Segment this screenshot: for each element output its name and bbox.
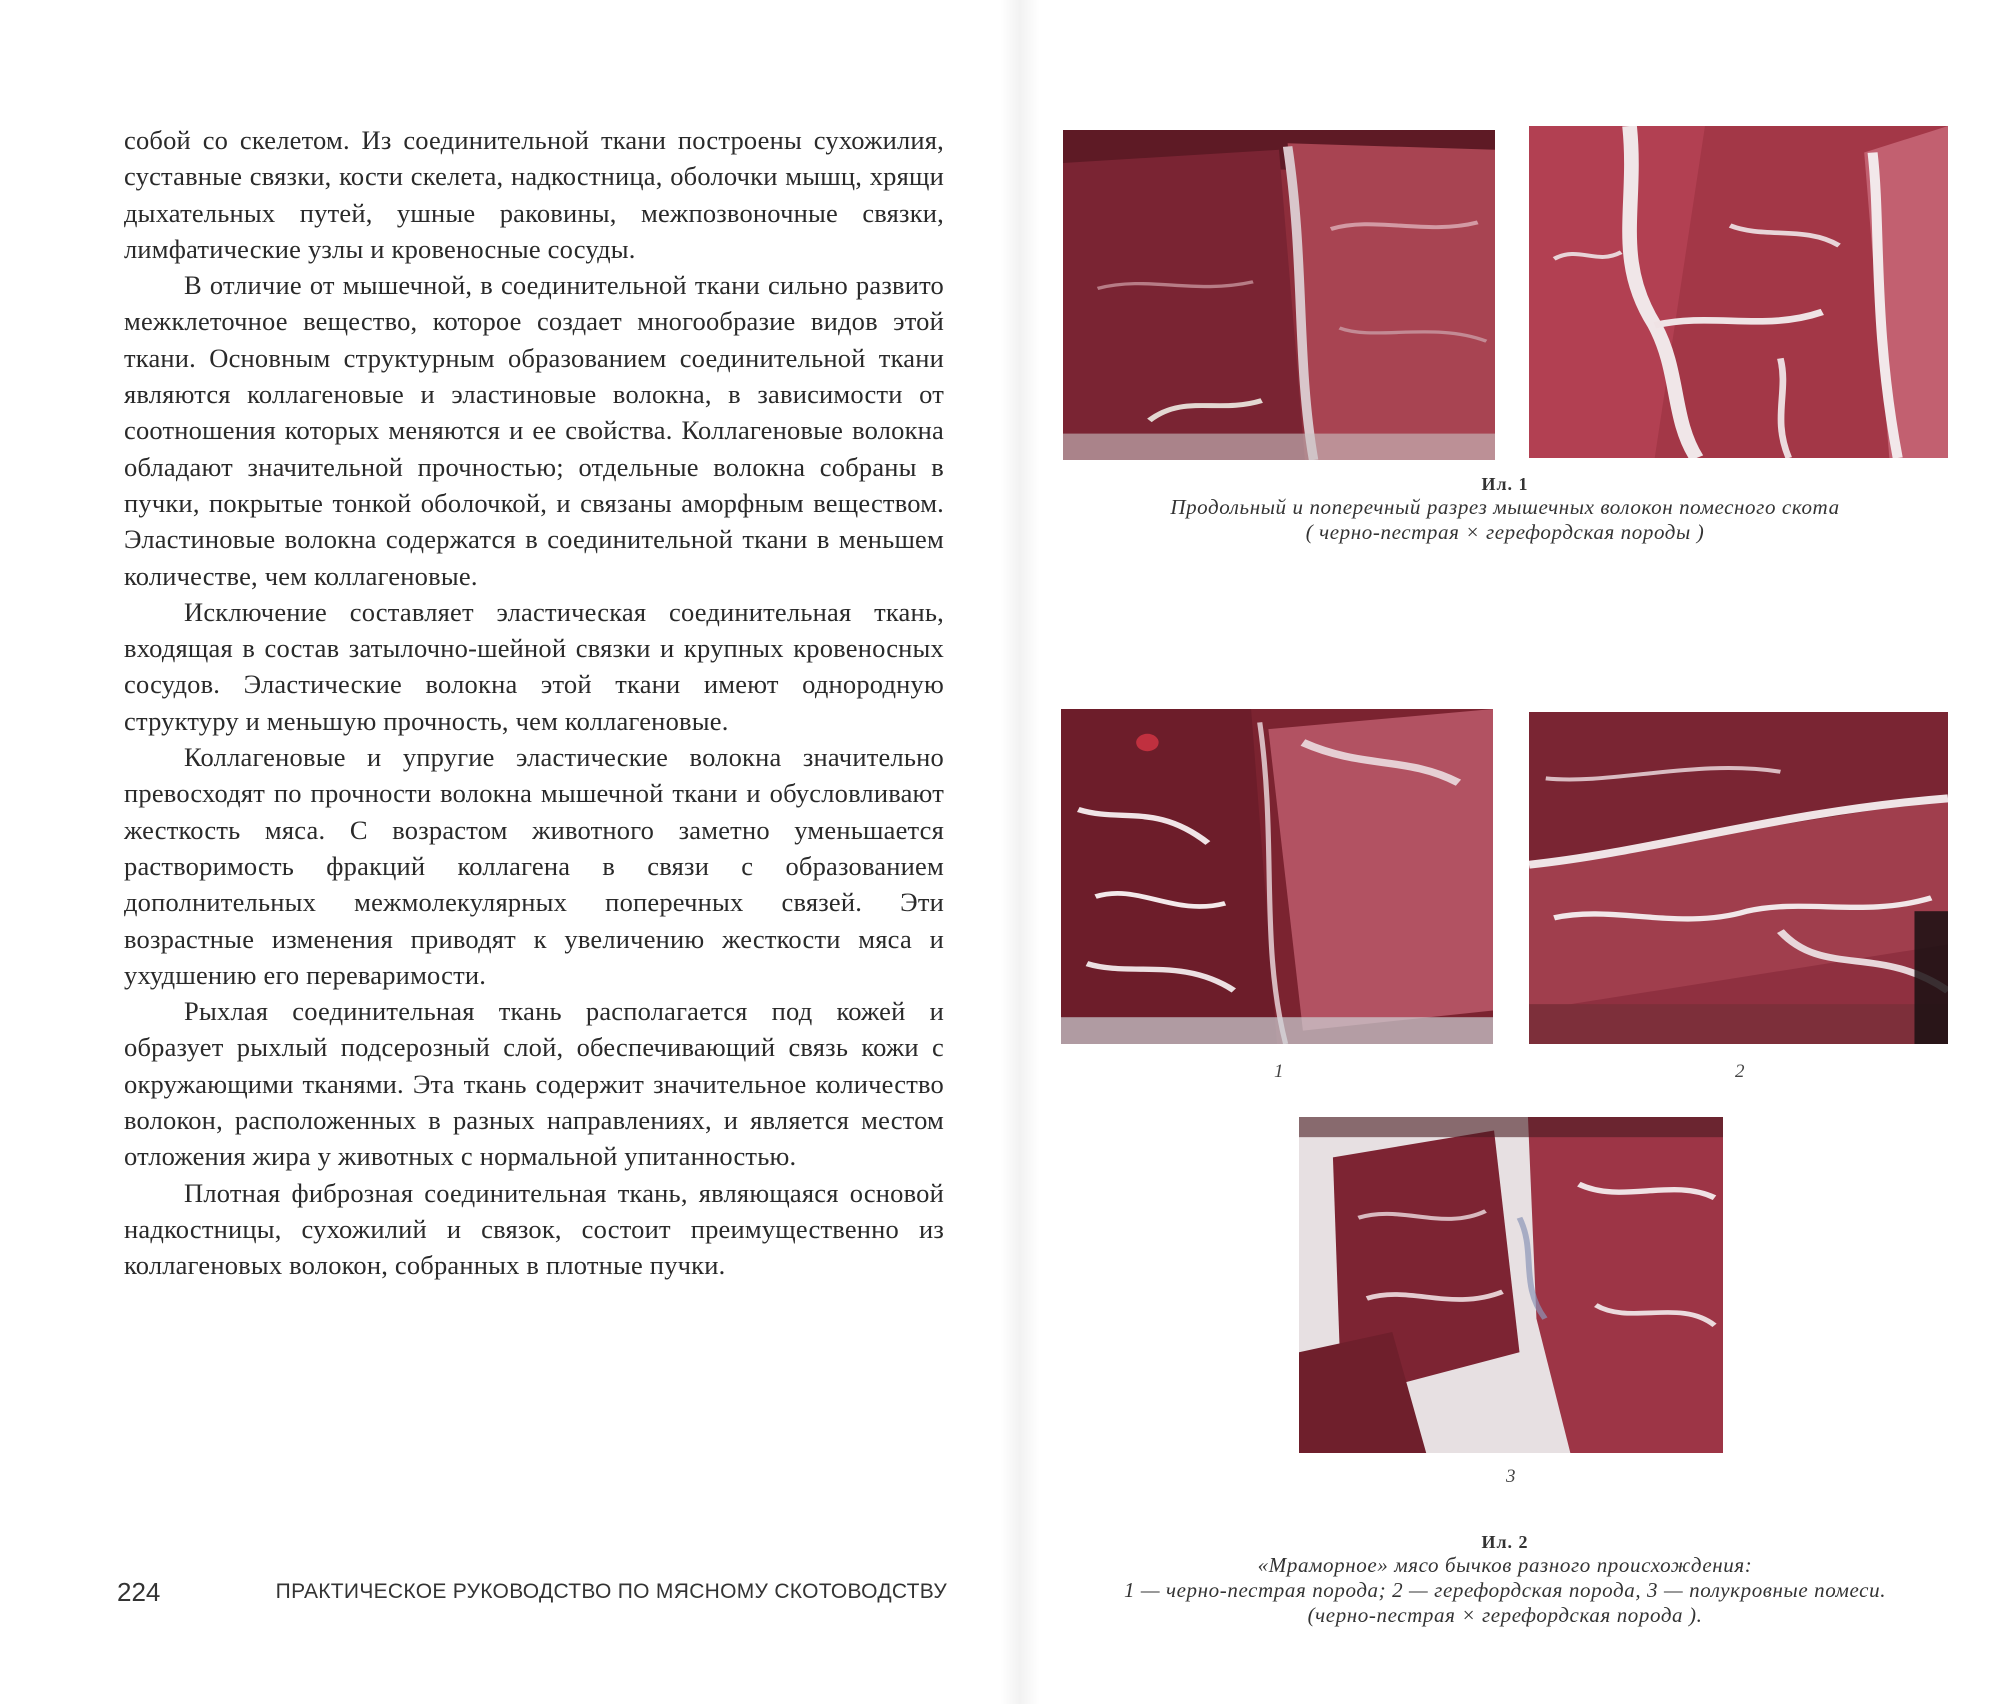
figure-1-label: Ил. 1 bbox=[1481, 474, 1529, 494]
left-page-text bbox=[124, 122, 944, 1284]
page-number: 224 bbox=[117, 1577, 161, 1607]
photo-number-2: 2 bbox=[1735, 1061, 1745, 1082]
photo-number-1: 1 bbox=[1274, 1061, 1284, 1082]
paragraph: В отличие от мышечной, в соединительной ткани сильно развито межклеточное вещество, которое создает многообразие видов этой ткани. Основным структурным образованием соединительной ткани являются коллагеновые и эластиновые волокна, в зависимости от соотношения которых меняются и ее свойства. Коллагеновые волокна обладают значительной прочностью; отдельные волокна собраны в пучки, покрытые тонкой оболочкой, и связаны аморфным веществом. Эластиновые волокна содержатся в соединительной ткани в меньшем количестве, чем коллагеновые. bbox=[124, 270, 944, 591]
paragraph: Исключение составляет эластическая соединительная ткань, входящая в состав затылочно-шейной связки и крупных кровеносных сосудов. Эластические волокна этой ткани имеют однородную структуру и меньшую прочность, чем коллагеновые. bbox=[124, 596, 944, 736]
paragraph: Коллагеновые и упругие эластические волокна значительно превосходят по прочности волокна мышечной ткани и обусловливают жесткость мяса. С возрастом животного заметно уменьшается растворимость фракций коллагена в связи с образованием дополнительных межмолекулярных поперечных связей. Эти возрастные изменения приводят к увеличению жесткости мяса и ухудшению его переваримости. bbox=[124, 742, 944, 990]
figure-1-description: Продольный и поперечный разрез мышечных волокон помесного скота bbox=[1170, 495, 1840, 519]
paragraph: Плотная фиброзная соединительная ткань, являющаяся основой надкостницы, сухожилий и связок, состоит преимущественно из коллагеновых волокон, собранных в плотные пучки. bbox=[124, 1177, 944, 1281]
paragraph: Рыхлая соединительная ткань располагается под кожей и образует рыхлый подсерозный слой, обеспечивающий связь кожи с окружающими тканями. Эта ткань содержит значительное количество волокон, расположенных в разных направлениях, и является местом отложения жира у животных с нормальной упитанностью. bbox=[124, 996, 944, 1172]
running-title: ПРАКТИЧЕСКОЕ РУКОВОДСТВО ПО МЯСНОМУ СКОТОВОДСТВУ bbox=[275, 1580, 947, 1603]
figure-1-caption bbox=[1060, 474, 1950, 545]
meat-photo-marbled-2 bbox=[1529, 712, 1948, 1044]
figure-1-breeds: ( черно-пестрая × герефордская породы ) bbox=[1305, 520, 1705, 544]
figure-2-description: «Мраморное» мясо бычков разного происхождения: bbox=[1257, 1553, 1753, 1577]
meat-photo-longitudinal bbox=[1063, 130, 1495, 460]
figure-2-label: Ил. 2 bbox=[1481, 1532, 1529, 1552]
figure-2-caption bbox=[1055, 1532, 1955, 1628]
meat-photo-marbled-3 bbox=[1299, 1117, 1723, 1453]
meat-photo-cross-section bbox=[1529, 126, 1948, 458]
photo-number-3: 3 bbox=[1506, 1466, 1516, 1487]
figure-2-legend: 1 — черно-пестрая порода; 2 — герефордская порода, 3 — полукровные помеси. bbox=[1123, 1578, 1887, 1602]
page-footer bbox=[117, 1577, 947, 1613]
paragraph: собой со скелетом. Из соединительной ткани построены сухожилия, суставные связки, кости скелета, надкостница, оболочки мышц, хрящи дыхательных путей, ушные раковины, межпозвоночные связки, лимфатические узлы и кровеносные сосуды. bbox=[124, 125, 944, 264]
figure-2-cross: (черно-пестрая × герефордская порода ). bbox=[1307, 1603, 1703, 1627]
meat-photo-marbled-1 bbox=[1061, 709, 1493, 1044]
page-gutter bbox=[1000, 0, 1040, 1704]
